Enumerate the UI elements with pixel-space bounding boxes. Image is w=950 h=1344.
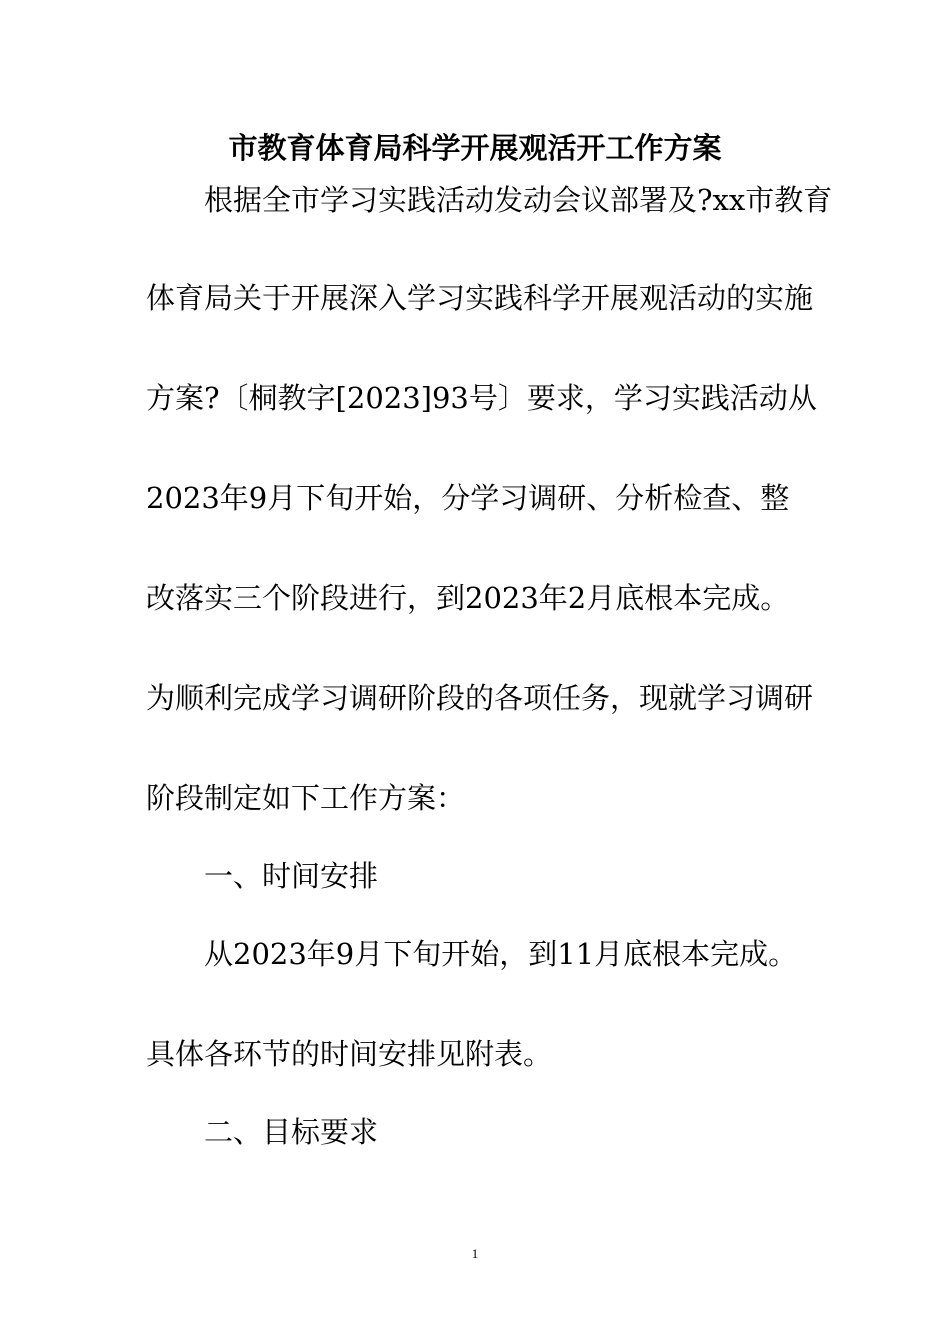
paragraph-line-4: 2023年9月下旬开始，分学习调研、分析检查、整: [146, 481, 790, 515]
paragraph-line-2: 体育局关于开展深入学习实践科学开展观活动的实施: [146, 281, 814, 315]
paragraph-line-3: 方案?〔桐教字[2023]93号〕要求，学习实践活动从: [146, 381, 817, 415]
document-title: 市教育体育局科学开展观活开工作方案: [228, 131, 722, 165]
page-number: 1: [471, 1246, 479, 1261]
paragraph-line-9: 具体各环节的时间安排见附表。: [146, 1037, 553, 1071]
paragraph-line-7: 阶段制定如下工作方案：: [146, 781, 466, 815]
paragraph-line-6: 为顺利完成学习调研阶段的各项任务，现就学习调研: [146, 681, 814, 715]
section-heading-goals: 二、目标要求: [204, 1115, 379, 1149]
paragraph-line-8: 从2023年9月下旬开始，到11月底根本完成。: [204, 937, 798, 971]
paragraph-line-5: 改落实三个阶段进行，到2023年2月底根本完成。: [146, 581, 790, 615]
section-heading-time: 一、时间安排: [204, 859, 379, 893]
paragraph-line-1: 根据全市学习实践活动发动会议部署及?xx市教育: [204, 183, 833, 217]
